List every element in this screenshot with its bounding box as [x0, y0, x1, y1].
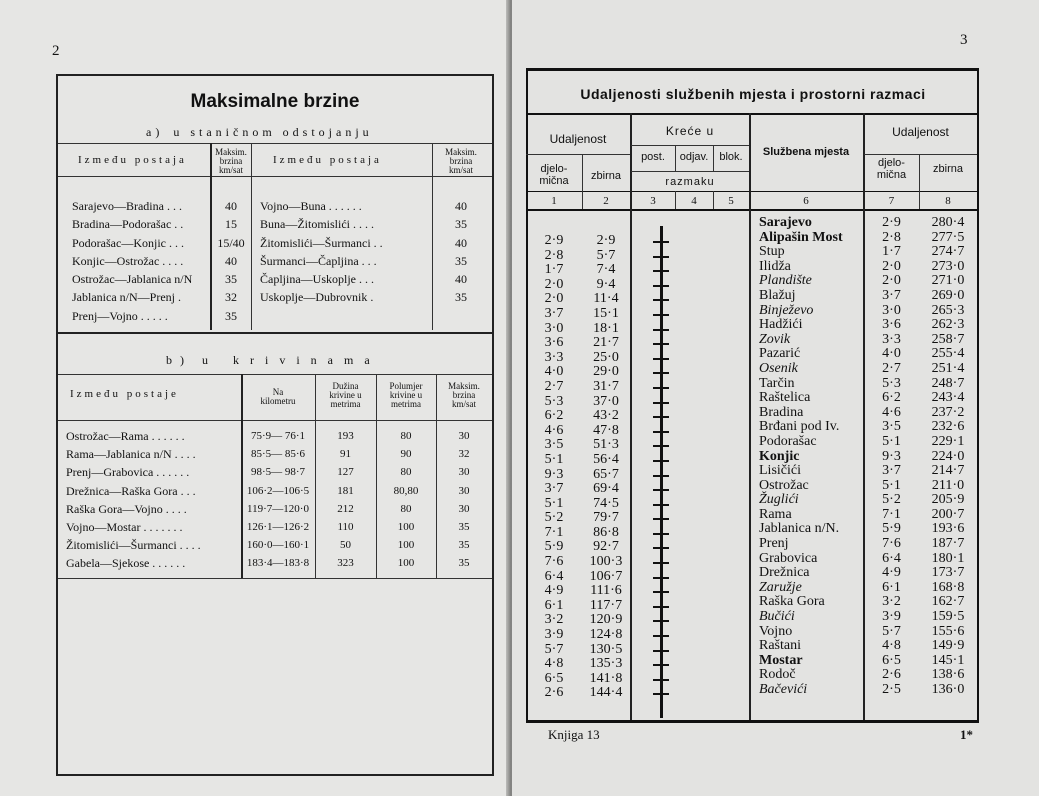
station-zbirna: 243·4 [931, 390, 965, 406]
station-zbirna: 173·7 [931, 565, 965, 581]
station-name: Alipašin Most [759, 229, 843, 245]
station-name: Tarčin [759, 375, 795, 391]
curve-routes [66, 427, 201, 573]
station-zbirna: 229·1 [931, 433, 965, 449]
header-djelomicna-2: djelo- mična [876, 157, 907, 181]
station-name: Bradina [759, 404, 804, 420]
station-zbirna: 187·7 [931, 536, 965, 552]
left-zbirna: 9·4 [596, 276, 616, 292]
left-zbirna: 86·8 [593, 524, 619, 540]
col-number: 8 [945, 195, 951, 207]
col-number: 1 [551, 195, 557, 207]
header-zbirna: zbirna [591, 170, 621, 182]
station-djelomicna: 2·6 [882, 667, 901, 683]
table-row: Sarajevo—Bradina . . . [72, 199, 182, 213]
table-row: Bradina—Podorašac . . [72, 217, 184, 232]
rows-right-speeds: 40 35 40 35 40 35 [455, 199, 467, 305]
station-name: Plandište [759, 273, 812, 289]
col-number: 3 [650, 195, 656, 207]
station-name: Rodoč [759, 667, 796, 683]
header-odjav: odjav. [679, 151, 709, 163]
col-header-speed: Maksim. brzina km/sat [448, 381, 480, 409]
table-row: Konjic—Ostrožac . . . . [72, 253, 184, 268]
header-post: post. [641, 151, 665, 163]
station-name: Lisičići [759, 463, 801, 479]
station-zbirna: 248·7 [931, 375, 965, 391]
curve-radius: 80 90 80 80,80 80 100 100 100 [393, 430, 419, 570]
curve-length: 193 91 127 181 212 110 50 323 [337, 430, 354, 570]
station-djelomicna: 5·9 [882, 521, 901, 537]
left-zbirna: 106·7 [589, 568, 623, 584]
table-row: Žitomislići—Šurmanci . . [260, 235, 383, 250]
table-row: Gabela—Sjekose . . . . . . [66, 556, 186, 571]
left-djelomicna: 2·0 [544, 291, 564, 307]
station-zbirna: 200·7 [931, 506, 965, 522]
left-djelomicna: 3·6 [544, 335, 564, 351]
station-zbirna: 168·8 [931, 579, 965, 595]
station-djelomicna: 7·1 [882, 506, 901, 522]
left-page [0, 0, 510, 796]
left-zbirna: 31·7 [593, 378, 619, 394]
left-djelomicna-column [526, 234, 582, 701]
col-header-length: Dužina krivine u metrima [329, 381, 362, 409]
left-djelomicna: 4·8 [544, 656, 564, 672]
left-zbirna: 25·0 [593, 349, 619, 365]
station-zbirna: 269·0 [931, 287, 965, 303]
station-name: Prenj [759, 536, 789, 552]
station-zbirna: 237·2 [931, 404, 965, 420]
left-zbirna: 100·3 [589, 554, 623, 570]
station-zbirna: 258·7 [931, 331, 965, 347]
station-djelomicna: 2·8 [882, 229, 901, 245]
station-name: Vojno [759, 623, 793, 639]
table-row: Buna—Žitomislići . . . . [260, 217, 374, 232]
station-djelomicna: 5·7 [882, 623, 901, 639]
left-zbirna: 92·7 [593, 539, 619, 555]
station-zbirna: 159·5 [931, 609, 965, 625]
station-zbirna: 273·0 [931, 258, 965, 274]
station-zbirna: 138·6 [931, 667, 965, 683]
footer-signature: 1* [960, 727, 973, 742]
station-zbirna: 180·1 [931, 550, 965, 566]
station-djelomicna: 3·5 [882, 419, 901, 435]
left-zbirna: 5·7 [596, 247, 616, 263]
left-djelomicna: 6·5 [544, 670, 564, 686]
station-name: Bučići [759, 609, 795, 625]
left-zbirna: 144·4 [589, 685, 623, 701]
station-zbirna: 232·6 [931, 419, 965, 435]
table-row: Jablanica n/N—Prenj . [72, 290, 181, 305]
station-zbirna: 193·6 [931, 521, 965, 537]
header-djelomicna: djelo- mična [539, 163, 569, 187]
col-number: 6 [803, 195, 809, 207]
col-header-speed-2: Maksim. brzina km/sat [445, 147, 477, 175]
page-number: 2 [52, 43, 60, 59]
station-djelomicna: 6·2 [882, 390, 901, 406]
left-zbirna: 7·4 [596, 262, 616, 278]
left-djelomicna: 3·3 [544, 349, 564, 365]
table-row: Ostrožac—Jablanica n/N [72, 272, 193, 287]
station-name: Zaružje [759, 579, 802, 595]
station-zbirna: 265·3 [931, 302, 965, 318]
left-zbirna: 15·1 [593, 305, 619, 321]
left-zbirna: 18·1 [593, 320, 619, 336]
station-djelomicna: 5·1 [882, 433, 901, 449]
left-zbirna: 43·2 [593, 408, 619, 424]
left-zbirna-column [582, 234, 630, 701]
section-b-title: u krivinama [202, 353, 381, 367]
station-zbirna: 136·0 [931, 682, 965, 697]
table-row: Drežnica—Raška Gora . . . [66, 483, 196, 498]
left-zbirna: 51·3 [593, 437, 619, 453]
station-name: Binježevo [759, 302, 814, 318]
left-zbirna: 56·4 [593, 451, 619, 467]
station-zbirna: 211·0 [931, 477, 965, 493]
left-zbirna: 111·6 [590, 583, 622, 599]
col-number: 5 [728, 195, 734, 207]
page-title: Maksimalne brzine [190, 91, 360, 112]
station-zbirna: 149·9 [931, 638, 965, 654]
left-djelomicna: 6·1 [544, 597, 564, 613]
station-name: Osenik [759, 360, 798, 376]
station-djelomicna: 5·3 [882, 375, 901, 391]
station-djelomicna: 6·1 [882, 579, 901, 595]
station-djelomicna: 2·0 [882, 273, 901, 289]
curve-km: 75·9— 76·1 85·5— 85·6 98·5— 98·7 106·2—106·5 119·7—120·0 126·1—126·2 160·0—160·1 183·4—183·8 [246, 430, 310, 570]
header-razmaku: razmaku [665, 176, 715, 188]
section-a-label: a) [146, 125, 164, 139]
left-zbirna: 69·4 [593, 481, 619, 497]
left-djelomicna: 4·0 [544, 364, 564, 380]
station-name: Podorašac [759, 433, 817, 449]
station-name: Konjic [759, 448, 800, 464]
station-name: Hadžići [759, 317, 803, 333]
station-zbirna: 280·4 [931, 215, 965, 230]
left-djelomicna: 3·2 [544, 612, 564, 628]
section-a-title: u staničnom odstojanju [173, 125, 373, 139]
station-djelomicna: 2·5 [882, 682, 901, 697]
left-djelomicna: 6·4 [544, 568, 564, 584]
left-djelomicna: 7·6 [544, 554, 564, 570]
station-zbirna: 271·0 [931, 273, 965, 289]
left-zbirna: 135·3 [589, 656, 623, 672]
station-name: Grabovica [759, 550, 818, 566]
station-djelomicna: 3·3 [882, 331, 901, 347]
station-djelomicna: 9·3 [882, 448, 901, 464]
curve-speed: 30 32 30 30 30 35 35 35 [458, 430, 470, 570]
header-udaljenost: Udaljenost [549, 132, 607, 146]
rows-left-routes [72, 197, 192, 325]
left-djelomicna: 2·8 [544, 247, 564, 263]
station-djelomicna: 3·7 [882, 463, 901, 479]
left-zbirna: 2·9 [596, 233, 616, 248]
left-zbirna: 120·9 [589, 612, 623, 628]
col-header-stations: Između postaja [78, 154, 187, 166]
station-djelomicna: 3·0 [882, 302, 901, 318]
left-djelomicna: 3·7 [544, 481, 564, 497]
station-name: Žuglići [759, 492, 799, 508]
left-djelomicna: 2·7 [544, 378, 564, 394]
station-zbirna: 224·0 [931, 448, 965, 464]
left-djelomicna: 4·9 [544, 583, 564, 599]
col-header-stations: Između postaje [70, 388, 179, 400]
left-djelomicna: 7·1 [544, 524, 564, 540]
table-row: Raška Gora—Vojno . . . . [66, 501, 187, 516]
station-name: Brđani pod Iv. [759, 419, 840, 435]
table-top-rule [526, 68, 979, 71]
station-djelomicna: 2·0 [882, 258, 901, 274]
station-name: Drežnica [759, 565, 810, 581]
left-djelomicna: 2·9 [544, 233, 564, 248]
col-number: 4 [691, 195, 697, 207]
station-zbirna: 145·1 [931, 652, 965, 668]
table-row: Čapljina—Uskoplje . . . [260, 272, 374, 287]
left-zbirna: 47·8 [593, 422, 619, 438]
left-djelomicna: 9·3 [544, 466, 564, 482]
station-name: Rama [759, 506, 792, 522]
left-djelomicna: 2·6 [544, 685, 564, 701]
table-row: Vojno—Buna . . . . . . [260, 199, 362, 213]
col-number: 7 [888, 195, 895, 207]
table-row: Podorašac—Konjic . . . [72, 235, 184, 250]
station-zbirna: 214·7 [931, 463, 965, 479]
station-name: Ilidža [759, 258, 791, 274]
left-djelomicna: 2·0 [544, 276, 564, 292]
table-row: Prenj—Vojno . . . . . [72, 308, 168, 323]
section-b-table [56, 332, 494, 776]
station-name: Raška Gora [759, 594, 825, 610]
station-name: Pazarić [759, 346, 801, 362]
page-number: 3 [960, 32, 968, 48]
left-djelomicna: 5·2 [544, 510, 564, 526]
left-zbirna: 21·7 [593, 335, 619, 351]
table-row: Prenj—Grabovica . . . . . . [66, 465, 190, 480]
table-row: Rama—Jablanica n/N . . . . [66, 447, 196, 462]
station-name: Ostrožac [759, 477, 809, 493]
station-djelomicna: 3·2 [882, 594, 901, 610]
section-b-heading [166, 351, 381, 369]
right-zbirna-column [919, 216, 977, 698]
station-name: Zovik [759, 331, 791, 347]
left-djelomicna: 5·7 [544, 641, 564, 657]
station-zbirna: 251·4 [931, 360, 965, 376]
left-zbirna: 11·4 [593, 291, 619, 307]
station-name: Stup [759, 244, 785, 260]
station-djelomicna: 1·7 [882, 244, 901, 260]
left-djelomicna: 3·0 [544, 320, 564, 336]
station-name: Blažuj [759, 287, 796, 303]
station-djelomicna: 4·9 [882, 565, 901, 581]
table-row: Žitomislići—Šurmanci . . . . [66, 538, 201, 553]
left-djelomicna: 6·2 [544, 408, 564, 424]
right-djelomicna-column [864, 216, 919, 698]
station-name: Sarajevo [759, 215, 812, 230]
station-zbirna: 277·5 [931, 229, 965, 245]
table-row: Ostrožac—Rama . . . . . . [66, 429, 185, 443]
station-name: Bačevići [759, 682, 808, 697]
station-djelomicna: 3·6 [882, 317, 901, 333]
section-a-heading [146, 123, 373, 141]
rows-right-routes [260, 197, 383, 307]
table-row: Vojno—Mostar . . . . . . . [66, 519, 183, 534]
left-zbirna: 29·0 [593, 364, 619, 380]
header-udaljenost-2: Udaljenost [892, 125, 949, 139]
station-name: Jablanica n/N. [759, 521, 840, 537]
station-djelomicna: 6·5 [882, 652, 901, 668]
left-djelomicna: 5·1 [544, 451, 564, 467]
header-krece-u: Kreće u [665, 124, 715, 138]
station-list [759, 216, 843, 698]
station-name: Raštelica [759, 390, 811, 406]
left-zbirna: 130·5 [589, 641, 623, 657]
left-zbirna: 79·7 [593, 510, 619, 526]
station-djelomicna: 4·6 [882, 404, 901, 420]
left-zbirna: 37·0 [593, 393, 619, 409]
station-zbirna: 205·9 [931, 492, 965, 508]
rows-left-speeds: 40 15 15/40 40 35 32 35 [217, 199, 245, 323]
station-djelomicna: 4·0 [882, 346, 901, 362]
col-header-speed: Maksim. brzina km/sat [215, 147, 247, 175]
station-djelomicna: 6·4 [882, 550, 901, 566]
table-row: Šurmanci—Čapljina . . . [260, 253, 377, 268]
left-djelomicna: 5·3 [544, 393, 564, 409]
station-djelomicna: 5·2 [882, 492, 901, 508]
station-zbirna: 274·7 [931, 244, 965, 260]
page-title: Udaljenosti službenih mjesta i prostorni razmaci [580, 86, 926, 102]
left-zbirna: 65·7 [593, 466, 619, 482]
station-djelomicna: 5·1 [882, 477, 901, 493]
left-djelomicna: 3·5 [544, 437, 564, 453]
station-djelomicna: 3·9 [882, 609, 901, 625]
right-page [512, 0, 1039, 796]
col-header-stations-2: Između postaja [273, 154, 382, 166]
station-djelomicna: 2·9 [882, 215, 901, 230]
station-djelomicna: 7·6 [882, 536, 901, 552]
header-zbirna-2: zbirna [933, 163, 963, 175]
left-djelomicna: 5·9 [544, 539, 564, 555]
section-a-table [56, 74, 494, 334]
station-zbirna: 262·3 [931, 317, 965, 333]
left-djelomicna: 3·9 [544, 627, 564, 643]
left-djelomicna: 4·6 [544, 422, 564, 438]
station-djelomicna: 4·8 [882, 638, 901, 654]
station-zbirna: 255·4 [931, 346, 965, 362]
station-name: Mostar [759, 652, 803, 668]
footer-book: Knjiga 13 [548, 727, 600, 742]
header-sluzbena-mjesta: Službena mjesta [762, 146, 850, 158]
header-blok: blok. [719, 151, 743, 163]
left-djelomicna: 3·7 [544, 305, 564, 321]
col-header-km: Na kilometru [260, 387, 296, 406]
left-zbirna: 124·8 [589, 627, 623, 643]
left-zbirna: 74·5 [593, 495, 619, 511]
section-b-label: b) [166, 353, 192, 367]
left-zbirna: 141·8 [589, 670, 623, 686]
left-djelomicna: 5·1 [544, 495, 564, 511]
station-djelomicna: 3·7 [882, 287, 901, 303]
station-zbirna: 162·7 [931, 594, 965, 610]
left-zbirna: 117·7 [589, 597, 623, 613]
station-name: Raštani [759, 638, 801, 654]
station-zbirna: 155·6 [931, 623, 965, 639]
left-djelomicna: 1·7 [544, 262, 564, 278]
col-header-radius: Polumjer krivine u metrima [389, 381, 423, 409]
station-djelomicna: 2·7 [882, 360, 901, 376]
col-number: 2 [603, 195, 609, 207]
table-row: Uskoplje—Dubrovnik . [260, 290, 374, 305]
